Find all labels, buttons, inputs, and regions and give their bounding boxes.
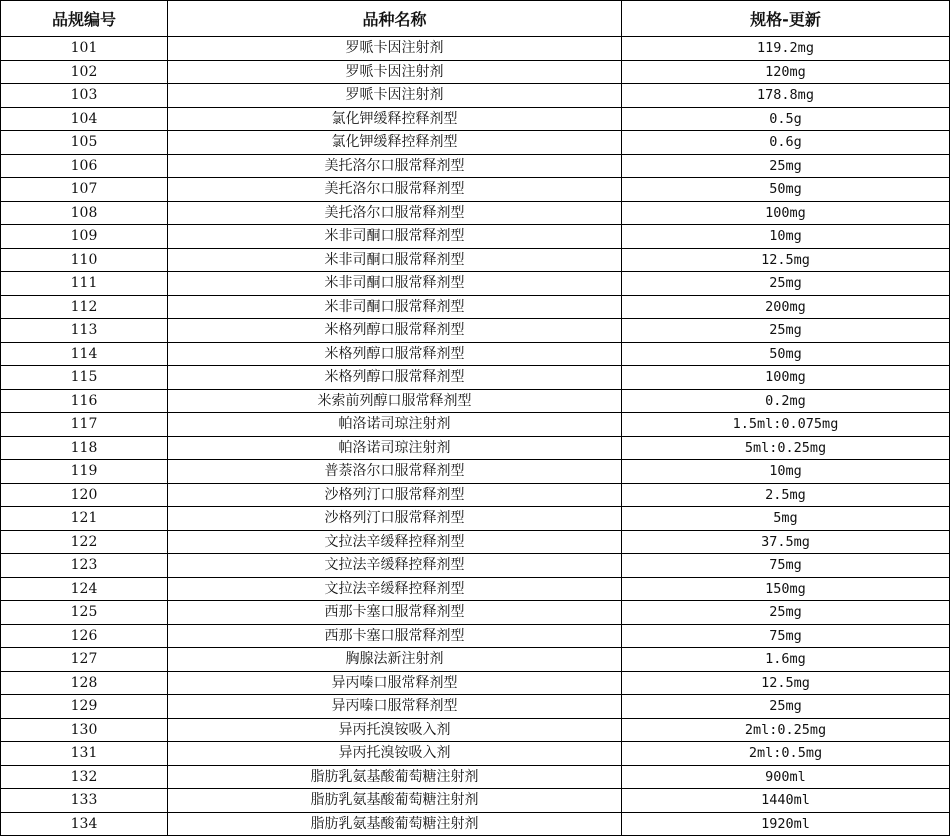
cell-name: 普萘洛尔口服常释剂型 — [168, 460, 622, 484]
cell-spec: 25mg — [622, 695, 950, 719]
cell-name: 美托洛尔口服常释剂型 — [168, 201, 622, 225]
table-row — [1, 812, 950, 836]
cell-spec: 5mg — [622, 507, 950, 531]
cell-spec: 10mg — [622, 225, 950, 249]
cell-code: 126 — [1, 624, 168, 648]
cell-spec: 1920ml — [622, 812, 950, 836]
cell-code: 108 — [1, 201, 168, 225]
cell-name: 罗哌卡因注射剂 — [168, 60, 622, 84]
table-row — [1, 648, 950, 672]
cell-name: 文拉法辛缓释控释剂型 — [168, 530, 622, 554]
cell-name: 帕洛诺司琼注射剂 — [168, 436, 622, 460]
cell-name: 罗哌卡因注射剂 — [168, 84, 622, 108]
cell-name: 美托洛尔口服常释剂型 — [168, 178, 622, 202]
cell-spec: 12.5mg — [622, 671, 950, 695]
cell-code: 116 — [1, 389, 168, 413]
cell-name: 米非司酮口服常释剂型 — [168, 225, 622, 249]
cell-code: 127 — [1, 648, 168, 672]
header-code: 品规编号 — [1, 1, 168, 37]
cell-name: 脂肪乳氨基酸葡萄糖注射剂 — [168, 765, 622, 789]
table-row — [1, 718, 950, 742]
table-row — [1, 60, 950, 84]
table-row — [1, 695, 950, 719]
table-row — [1, 107, 950, 131]
cell-name: 米格列醇口服常释剂型 — [168, 319, 622, 343]
cell-code: 134 — [1, 812, 168, 836]
table-row — [1, 671, 950, 695]
cell-code: 113 — [1, 319, 168, 343]
cell-name: 沙格列汀口服常释剂型 — [168, 507, 622, 531]
cell-spec: 2ml:0.5mg — [622, 742, 950, 766]
cell-name: 脂肪乳氨基酸葡萄糖注射剂 — [168, 812, 622, 836]
cell-spec: 50mg — [622, 178, 950, 202]
cell-code: 123 — [1, 554, 168, 578]
cell-spec: 2ml:0.25mg — [622, 718, 950, 742]
header-row — [1, 1, 950, 37]
cell-name: 米非司酮口服常释剂型 — [168, 295, 622, 319]
cell-spec: 1.6mg — [622, 648, 950, 672]
cell-spec: 100mg — [622, 201, 950, 225]
cell-spec: 10mg — [622, 460, 950, 484]
cell-spec: 200mg — [622, 295, 950, 319]
table-header — [1, 1, 950, 37]
table-row — [1, 295, 950, 319]
table-row — [1, 436, 950, 460]
cell-code: 115 — [1, 366, 168, 390]
table-row — [1, 765, 950, 789]
cell-spec: 1.5ml:0.075mg — [622, 413, 950, 437]
table-row — [1, 201, 950, 225]
cell-name: 米格列醇口服常释剂型 — [168, 342, 622, 366]
cell-spec: 12.5mg — [622, 248, 950, 272]
cell-spec: 75mg — [622, 624, 950, 648]
cell-name: 异丙托溴铵吸入剂 — [168, 718, 622, 742]
table-row — [1, 319, 950, 343]
table-row — [1, 366, 950, 390]
header-name: 品种名称 — [168, 1, 622, 37]
cell-name: 异丙托溴铵吸入剂 — [168, 742, 622, 766]
cell-code: 119 — [1, 460, 168, 484]
table-row — [1, 577, 950, 601]
cell-spec: 25mg — [622, 319, 950, 343]
cell-code: 120 — [1, 483, 168, 507]
table-row — [1, 272, 950, 296]
cell-spec: 120mg — [622, 60, 950, 84]
table-row — [1, 413, 950, 437]
cell-name: 帕洛诺司琼注射剂 — [168, 413, 622, 437]
table-row — [1, 507, 950, 531]
table-row — [1, 342, 950, 366]
table-row — [1, 225, 950, 249]
cell-name: 西那卡塞口服常释剂型 — [168, 624, 622, 648]
cell-code: 125 — [1, 601, 168, 625]
table-row — [1, 601, 950, 625]
cell-name: 脂肪乳氨基酸葡萄糖注射剂 — [168, 789, 622, 813]
cell-spec: 25mg — [622, 272, 950, 296]
cell-name: 异丙嗪口服常释剂型 — [168, 671, 622, 695]
table-row — [1, 389, 950, 413]
cell-code: 110 — [1, 248, 168, 272]
table-row — [1, 37, 950, 61]
table-row — [1, 742, 950, 766]
cell-name: 文拉法辛缓释控释剂型 — [168, 577, 622, 601]
cell-code: 129 — [1, 695, 168, 719]
cell-name: 氯化钾缓释控释剂型 — [168, 107, 622, 131]
cell-spec: 178.8mg — [622, 84, 950, 108]
cell-code: 118 — [1, 436, 168, 460]
cell-name: 西那卡塞口服常释剂型 — [168, 601, 622, 625]
cell-code: 133 — [1, 789, 168, 813]
table-row — [1, 530, 950, 554]
header-spec: 规格-更新 — [622, 1, 950, 37]
cell-name: 罗哌卡因注射剂 — [168, 37, 622, 61]
cell-code: 109 — [1, 225, 168, 249]
cell-code: 131 — [1, 742, 168, 766]
cell-name: 文拉法辛缓释控释剂型 — [168, 554, 622, 578]
cell-code: 107 — [1, 178, 168, 202]
cell-code: 102 — [1, 60, 168, 84]
cell-code: 132 — [1, 765, 168, 789]
cell-code: 122 — [1, 530, 168, 554]
cell-name: 美托洛尔口服常释剂型 — [168, 154, 622, 178]
cell-code: 114 — [1, 342, 168, 366]
cell-code: 101 — [1, 37, 168, 61]
table-row — [1, 789, 950, 813]
table-row — [1, 84, 950, 108]
cell-spec: 100mg — [622, 366, 950, 390]
cell-name: 米非司酮口服常释剂型 — [168, 248, 622, 272]
cell-code: 112 — [1, 295, 168, 319]
cell-spec: 0.5g — [622, 107, 950, 131]
cell-spec: 5ml:0.25mg — [622, 436, 950, 460]
cell-spec: 900ml — [622, 765, 950, 789]
cell-code: 117 — [1, 413, 168, 437]
table-row — [1, 248, 950, 272]
cell-spec: 25mg — [622, 601, 950, 625]
cell-code: 103 — [1, 84, 168, 108]
table-row — [1, 131, 950, 155]
cell-code: 104 — [1, 107, 168, 131]
cell-spec: 25mg — [622, 154, 950, 178]
cell-code: 128 — [1, 671, 168, 695]
cell-code: 105 — [1, 131, 168, 155]
cell-name: 米非司酮口服常释剂型 — [168, 272, 622, 296]
table-row — [1, 483, 950, 507]
cell-spec: 150mg — [622, 577, 950, 601]
cell-spec: 2.5mg — [622, 483, 950, 507]
cell-name: 氯化钾缓释控释剂型 — [168, 131, 622, 155]
cell-name: 沙格列汀口服常释剂型 — [168, 483, 622, 507]
cell-spec: 0.2mg — [622, 389, 950, 413]
cell-code: 130 — [1, 718, 168, 742]
cell-spec: 1440ml — [622, 789, 950, 813]
table-row — [1, 460, 950, 484]
cell-code: 124 — [1, 577, 168, 601]
cell-spec: 0.6g — [622, 131, 950, 155]
table-row — [1, 624, 950, 648]
cell-name: 胸腺法新注射剂 — [168, 648, 622, 672]
cell-name: 异丙嗪口服常释剂型 — [168, 695, 622, 719]
cell-spec: 75mg — [622, 554, 950, 578]
cell-code: 121 — [1, 507, 168, 531]
cell-spec: 37.5mg — [622, 530, 950, 554]
table-body — [1, 37, 950, 836]
cell-spec: 119.2mg — [622, 37, 950, 61]
table-row — [1, 554, 950, 578]
cell-code: 106 — [1, 154, 168, 178]
cell-code: 111 — [1, 272, 168, 296]
cell-spec: 50mg — [622, 342, 950, 366]
cell-name: 米格列醇口服常释剂型 — [168, 366, 622, 390]
table-row — [1, 154, 950, 178]
cell-name: 米索前列醇口服常释剂型 — [168, 389, 622, 413]
table-row — [1, 178, 950, 202]
